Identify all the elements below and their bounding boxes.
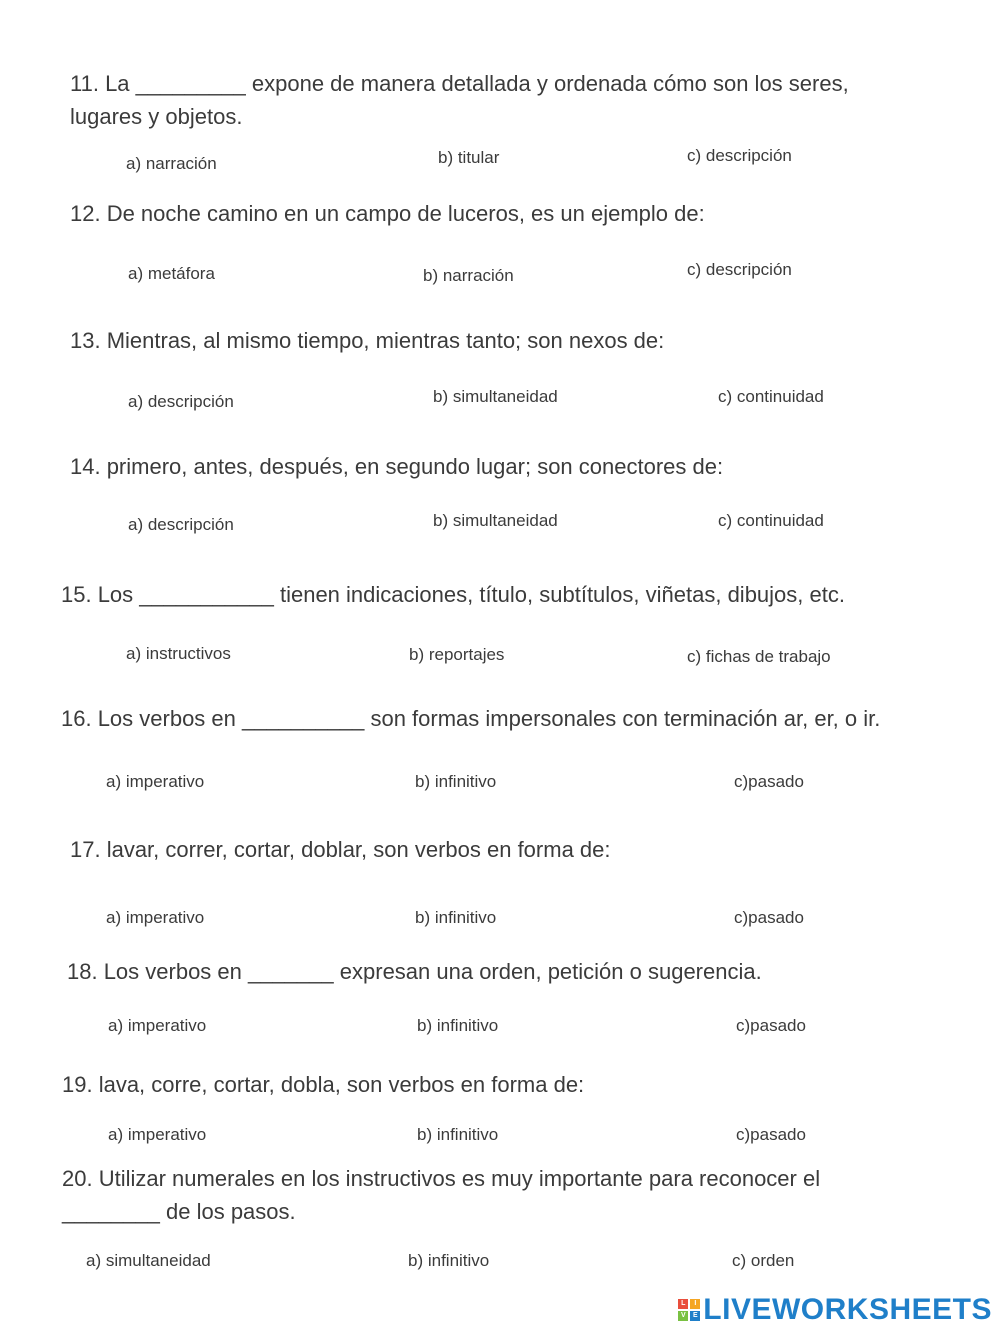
q14-option-b[interactable]: b) simultaneidad <box>433 511 558 530</box>
q16-option-b[interactable]: b) infinitivo <box>415 772 497 791</box>
q12-option-a[interactable]: a) metáfora <box>128 264 215 283</box>
q11-option-b[interactable]: b) titular <box>438 148 500 167</box>
liveworksheets-logo <box>678 1293 992 1327</box>
q17-option-b[interactable]: b) infinitivo <box>415 908 497 927</box>
question-14: 14. primero, antes, después, en segundo lugar; son conectores de: <box>70 454 724 479</box>
q19-option-a[interactable]: a) imperativo <box>108 1125 207 1144</box>
question-18: 18. Los verbos en _______ expresan una orden, petición o sugerencia. <box>67 959 762 984</box>
q15-option-c[interactable]: c) fichas de trabajo <box>687 647 831 666</box>
q18-option-a[interactable]: a) imperativo <box>108 1016 207 1035</box>
liveworksheets-wordmark: LIVEWORKSHEETS <box>703 1293 992 1326</box>
question-19: 19. lava, corre, cortar, dobla, son verbos en forma de: <box>62 1072 585 1097</box>
q12-option-b[interactable]: b) narración <box>423 266 514 285</box>
q13-option-b[interactable]: b) simultaneidad <box>433 387 558 406</box>
question-20: 20. Utilizar numerales en los instructivos es muy importante para reconocer el ________ de los pasos. <box>62 1166 821 1224</box>
q17-option-c[interactable]: c)pasado <box>734 908 804 927</box>
q16-option-a[interactable]: a) imperativo <box>106 772 205 791</box>
question-12: 12. De noche camino en un campo de luceros, es un ejemplo de: <box>70 201 705 226</box>
q20-option-c[interactable]: c) orden <box>732 1251 795 1270</box>
question-15: 15. Los ___________ tienen indicaciones, título, subtítulos, viñetas, dibujos, etc. <box>61 582 845 607</box>
liveworksheets-icon: L I V E <box>678 1299 700 1321</box>
q19-option-b[interactable]: b) infinitivo <box>417 1125 499 1144</box>
q13-option-c[interactable]: c) continuidad <box>718 387 824 406</box>
q17-option-a[interactable]: a) imperativo <box>106 908 205 927</box>
q20-option-b[interactable]: b) infinitivo <box>408 1251 490 1270</box>
q14-option-c[interactable]: c) continuidad <box>718 511 824 530</box>
question-16: 16. Los verbos en __________ son formas impersonales con terminación ar, er, o ir. <box>61 706 881 731</box>
q13-option-a[interactable]: a) descripción <box>128 392 234 411</box>
q11-option-c[interactable]: c) descripción <box>687 146 792 165</box>
q11-option-a[interactable]: a) narración <box>126 154 217 173</box>
q14-option-a[interactable]: a) descripción <box>128 515 234 534</box>
q19-option-c[interactable]: c)pasado <box>736 1125 806 1144</box>
question-13: 13. Mientras, al mismo tiempo, mientras tanto; son nexos de: <box>70 328 665 353</box>
q20-option-a[interactable]: a) simultaneidad <box>86 1251 211 1270</box>
question-17: 17. lavar, correr, cortar, doblar, son verbos en forma de: <box>70 837 611 862</box>
q12-option-c[interactable]: c) descripción <box>687 260 792 279</box>
q18-option-b[interactable]: b) infinitivo <box>417 1016 499 1035</box>
q15-option-b[interactable]: b) reportajes <box>409 645 505 664</box>
q15-option-a[interactable]: a) instructivos <box>126 644 231 663</box>
q18-option-c[interactable]: c)pasado <box>736 1016 806 1035</box>
question-11: 11. La _________ expone de manera detallada y ordenada cómo son los seres, lugares y objetos. <box>70 71 849 129</box>
q16-option-c[interactable]: c)pasado <box>734 772 804 791</box>
